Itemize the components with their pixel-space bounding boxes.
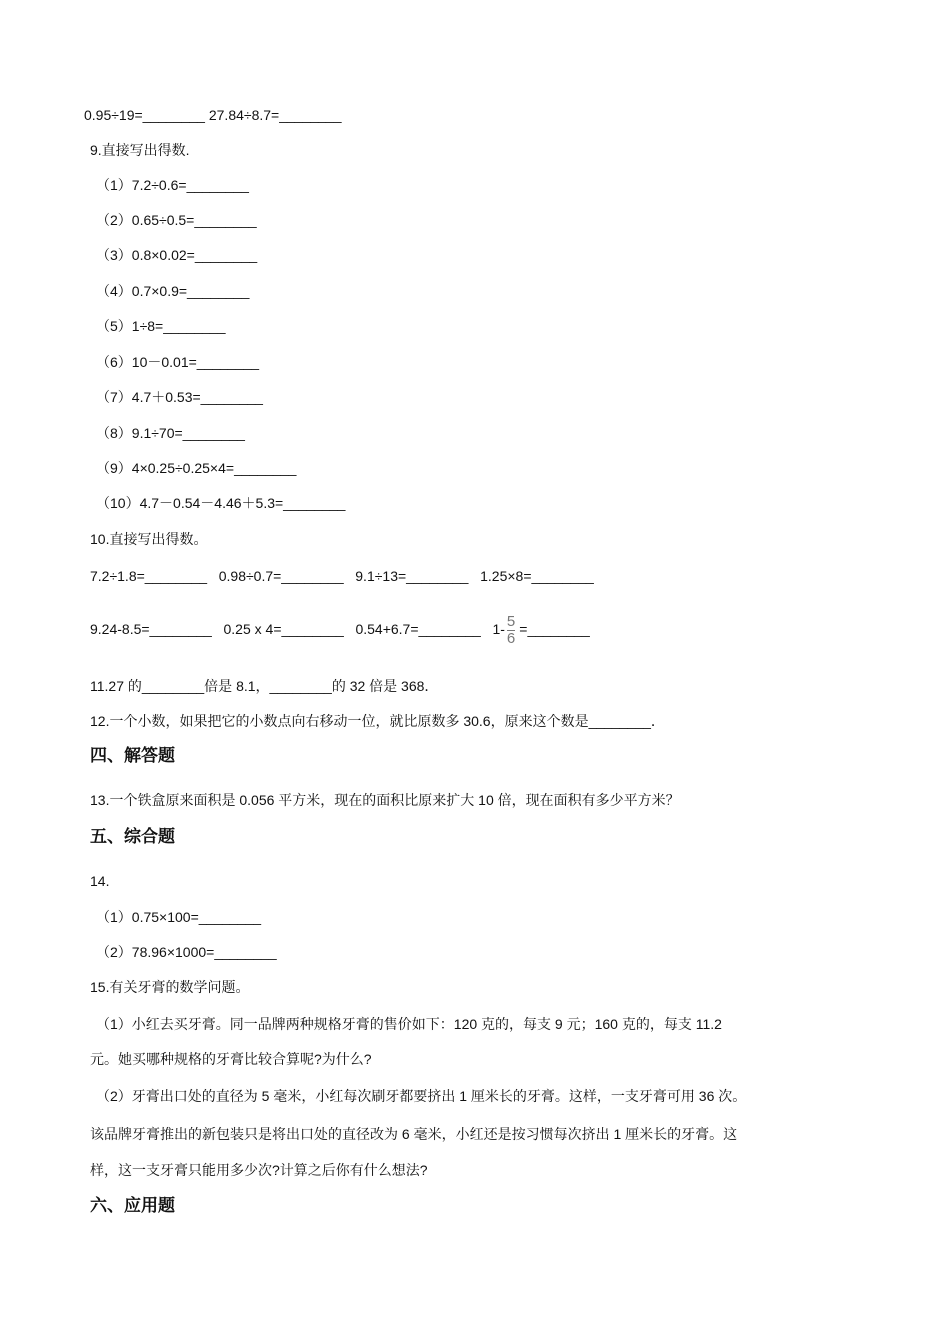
fraction-denominator: 6 [506, 629, 516, 647]
fraction-numerator: 5 [506, 612, 516, 630]
question-11: 11.27 的________倍是 8.1，________的 32 倍是 368． [90, 678, 439, 694]
section-6-heading: 六、应用题 [90, 1196, 175, 1215]
question-14-item-2: （2）78.96×1000=________ [96, 944, 277, 960]
section-4-heading: 四、解答题 [90, 746, 175, 765]
question-10-row-2 [90, 614, 590, 646]
question-14-title: 14. [90, 873, 110, 889]
section-5-heading: 五、综合题 [90, 827, 175, 846]
question-15-part-1-line-1: （1）小红去买牙膏。同一品牌两种规格牙膏的售价如下：120 克的，每支 9 元；160 克的，每支 11.2 [96, 1016, 722, 1032]
question-9-item-6: （6）10－0.01=________ [96, 354, 260, 370]
question-15-part-2-line-2: 该品牌牙膏推出的新包装只是将出口处的直径改为 6 毫米，小红还是按习惯每次挤出 1 厘米长的牙膏。这 [90, 1126, 738, 1142]
question-10-title: 10.直接写出得数。 [90, 531, 208, 547]
question-15-part-2-line-3: 样，这一支牙膏只能用多少次?计算之后你有什么想法? [90, 1162, 428, 1178]
question-9-item-2: （2）0.65÷0.5=________ [96, 212, 257, 228]
equation-line: 0.95÷19=________ 27.84÷8.7=________ [84, 107, 342, 123]
question-9-item-5: （5）1÷8=________ [96, 318, 226, 334]
question-13: 13.一个铁盒原来面积是 0.056 平方米，现在的面积比原来扩大 10 倍，现在面积有多少平方米？ [90, 792, 680, 808]
question-15-part-1-line-2: 元。她买哪种规格的牙膏比较合算呢?为什么? [90, 1051, 372, 1067]
question-15-title: 15.有关牙膏的数学问题。 [90, 979, 250, 995]
question-15-part-2-line-1: （2）牙膏出口处的直径为 5 毫米，小红每次刷牙都要挤出 1 厘米长的牙膏。这样，一支牙膏可用 36 次。 [96, 1088, 747, 1104]
fraction-five-sixths [506, 612, 516, 647]
question-9-item-9: （9）4×0.25÷0.25×4=________ [96, 460, 297, 476]
question-9-item-1: （1）7.2÷0.6=________ [96, 177, 249, 193]
question-9-item-3: （3）0.8×0.02=________ [96, 247, 258, 263]
question-9-title: 9.直接写出得数. [90, 142, 190, 158]
question-14-item-1: （1）0.75×100=________ [96, 909, 262, 925]
question-10-row-2-blank: =________ [519, 621, 590, 637]
question-9-item-10: （10）4.7－0.54－4.46＋5.3=________ [96, 495, 346, 511]
question-12: 12.一个小数，如果把它的小数点向右移动一位，就比原数多 30.6，原来这个数是________． [90, 713, 665, 729]
question-9-item-7: （7）4.7＋0.53=________ [96, 389, 263, 405]
question-10-row-2-text: 9.24-8.5=________ 0.25 x 4=________ 0.54+6.7=________ 1- [90, 621, 505, 637]
question-9-item-8: （8）9.1÷70=________ [96, 425, 245, 441]
question-10-row-1: 7.2÷1.8=________ 0.98÷0.7=________ 9.1÷13=________ 1.25×8=________ [90, 568, 594, 584]
question-9-item-4: （4）0.7×0.9=________ [96, 283, 250, 299]
